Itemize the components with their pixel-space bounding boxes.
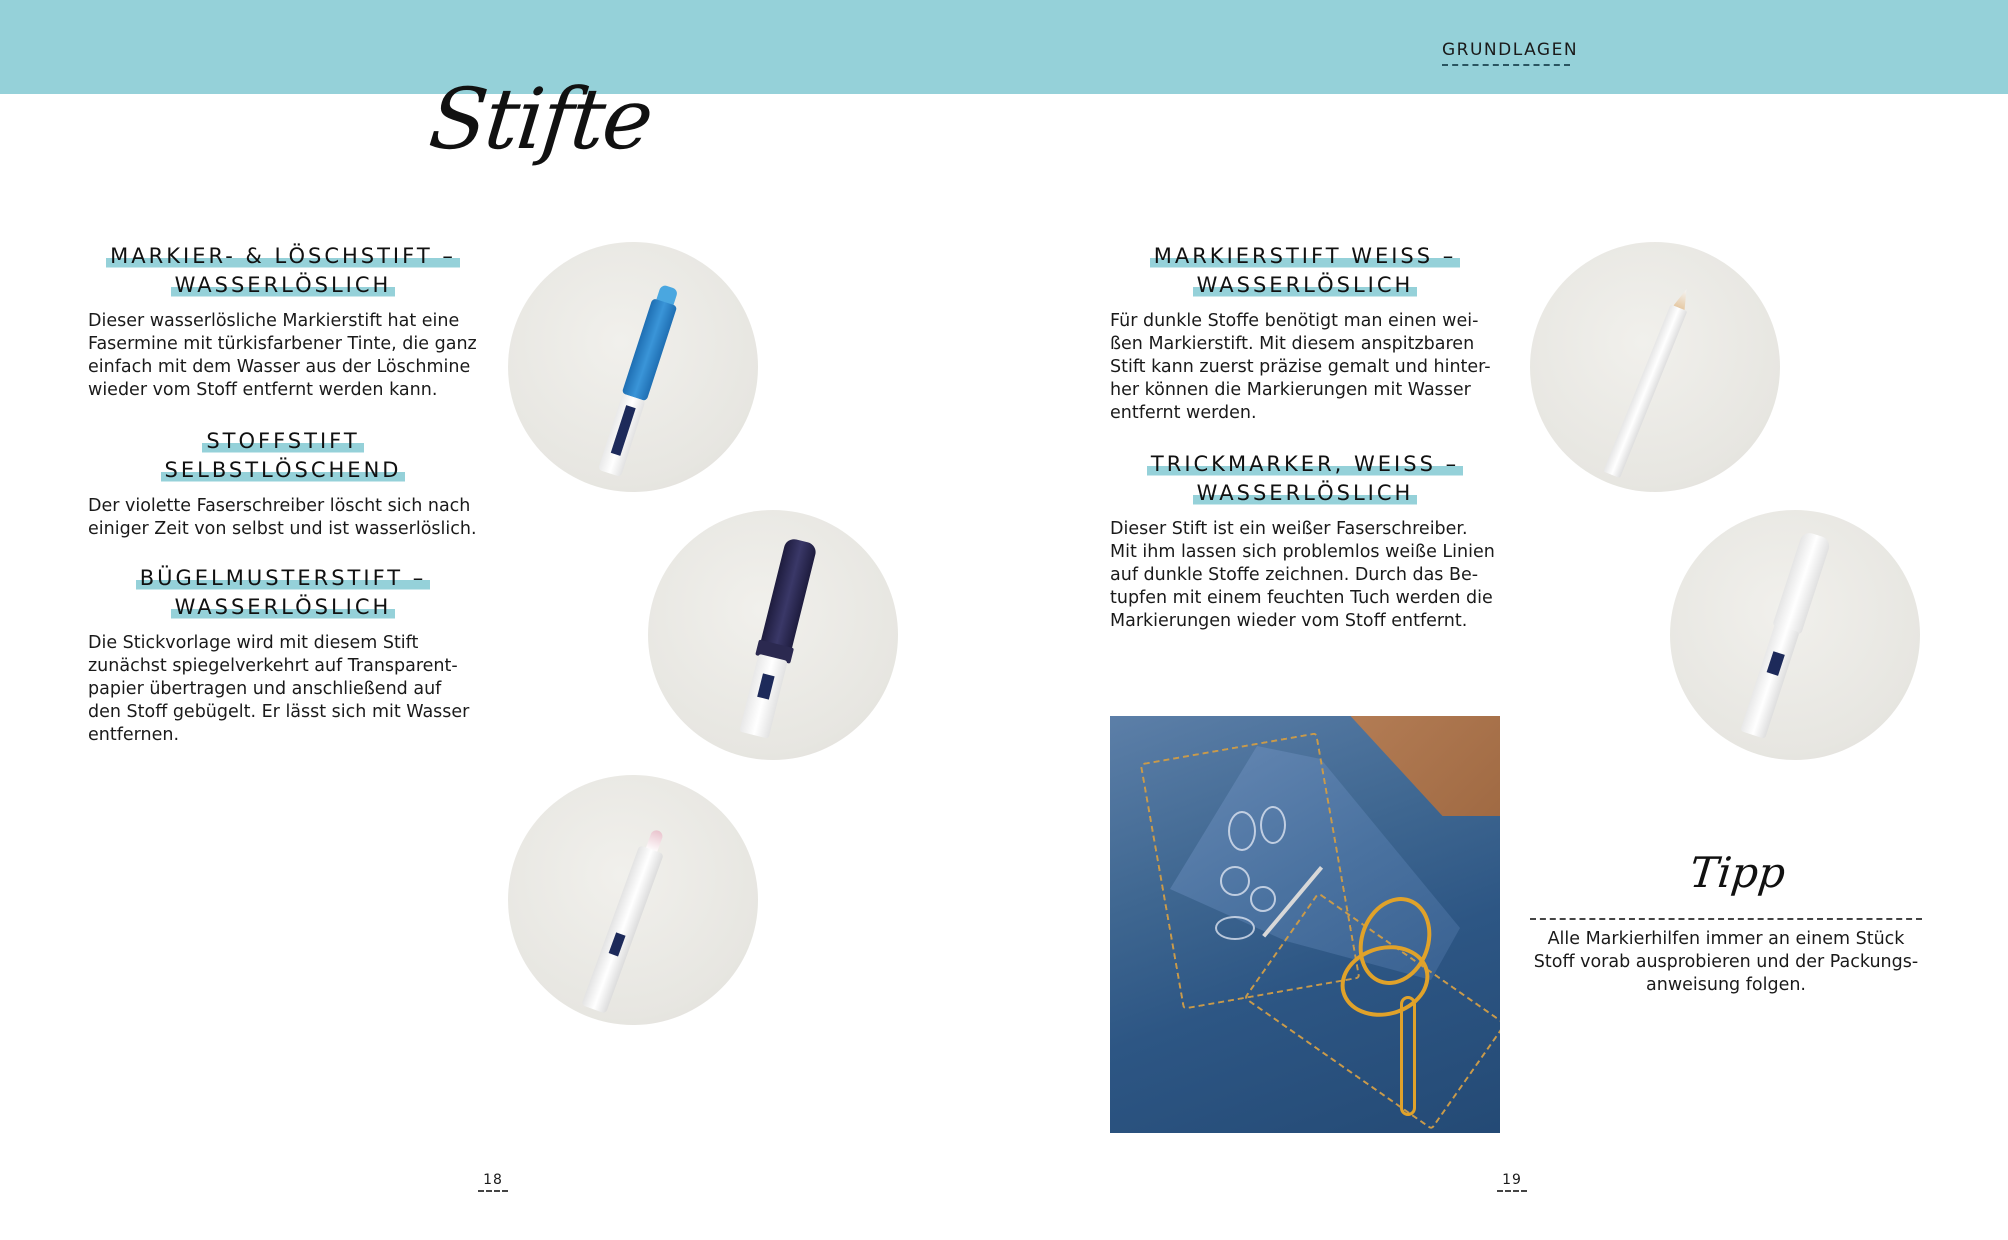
entry-white-marker-pencil <box>1110 242 1500 425</box>
entry-marker-eraser-pen <box>88 242 478 402</box>
entry-body: Dieser Stift ist ein weißer Faserschreiber. Mit ihm lassen sich problemlos weiße Linien auf dunkle Stoffe zeichnen. Durch das Be- tupfen mit einem feuchten Tuch werden die Markierungen wieder vom Stoff entfernt. <box>1110 519 1495 631</box>
heading-line-2: WASSERLÖSLICH <box>171 271 396 300</box>
heading-line-1: TRICKMARKER, WEISS – <box>1147 450 1463 479</box>
heading-line-1: MARKIER- & LÖSCHSTIFT – <box>106 242 460 271</box>
entry-self-erasing-pen <box>88 427 478 541</box>
tip-divider <box>1530 918 1922 920</box>
tip-text: Alle Markierhilfen immer an einem Stück Stoff vorab ausprobieren und der Packungs- anweisung folgen. <box>1533 929 1919 995</box>
heading-line-1: STOFFSTIFT <box>202 427 363 456</box>
page-number-right: 19 <box>1497 1172 1527 1192</box>
entry-body: Die Stickvorlage wird mit diesem Stift zunächst spiegelverkehrt auf Transparent- papier übertragen und anschließend auf den Stoff gebügelt. Er lässt sich mit Wasser entfernen. <box>88 633 470 745</box>
heading-line-2: SELBSTLÖSCHEND <box>161 456 406 485</box>
heading-line-2: WASSERLÖSLICH <box>171 593 396 622</box>
iron-on-transfer-pen-photo <box>508 775 758 1025</box>
violet-fabric-pen-photo <box>648 510 898 760</box>
entry-iron-transfer-pen <box>88 564 478 747</box>
section-label: GRUNDLAGEN <box>1442 40 1570 66</box>
entry-white-trick-marker <box>1110 450 1500 633</box>
page-title: Stifte <box>424 70 656 168</box>
entry-heading <box>1110 450 1500 508</box>
heading-line-1: BÜGELMUSTERSTIFT – <box>136 564 431 593</box>
heading-line-2: WASSERLÖSLICH <box>1193 271 1418 300</box>
entry-body: Dieser wasserlösliche Markierstift hat eine Fasermine mit türkisfarbener Tinte, die ganz einfach mit dem Wasser aus der Löschmine wieder vom Stoff entfernt werden kann. <box>88 311 477 400</box>
entry-heading <box>88 564 478 622</box>
heading-line-1: MARKIERSTIFT WEISS – <box>1150 242 1461 271</box>
entry-body: Für dunkle Stoffe benötigt man einen wei- ßen Markierstift. Mit diesem anspitzbaren Stift kann zuerst präzise gemalt und hinter- her können die Markierungen mit Wasser entfernt werden. <box>1110 311 1491 423</box>
denim-collar-embroidery-photo <box>1110 716 1500 1133</box>
entry-body: Der violette Faserschreiber löscht sich nach einiger Zeit von selbst und ist wasserlöslich. <box>88 496 477 539</box>
white-pencil-photo <box>1530 242 1780 492</box>
entry-heading <box>88 242 478 300</box>
heading-line-2: WASSERLÖSLICH <box>1193 479 1418 508</box>
entry-heading <box>88 427 478 485</box>
tip-title: Tipp <box>1687 848 1788 897</box>
page-number-left: 18 <box>478 1172 508 1192</box>
entry-heading <box>1110 242 1500 300</box>
blue-marker-pen-photo <box>508 242 758 492</box>
header-band <box>0 0 2008 94</box>
white-trick-marker-photo <box>1670 510 1920 760</box>
